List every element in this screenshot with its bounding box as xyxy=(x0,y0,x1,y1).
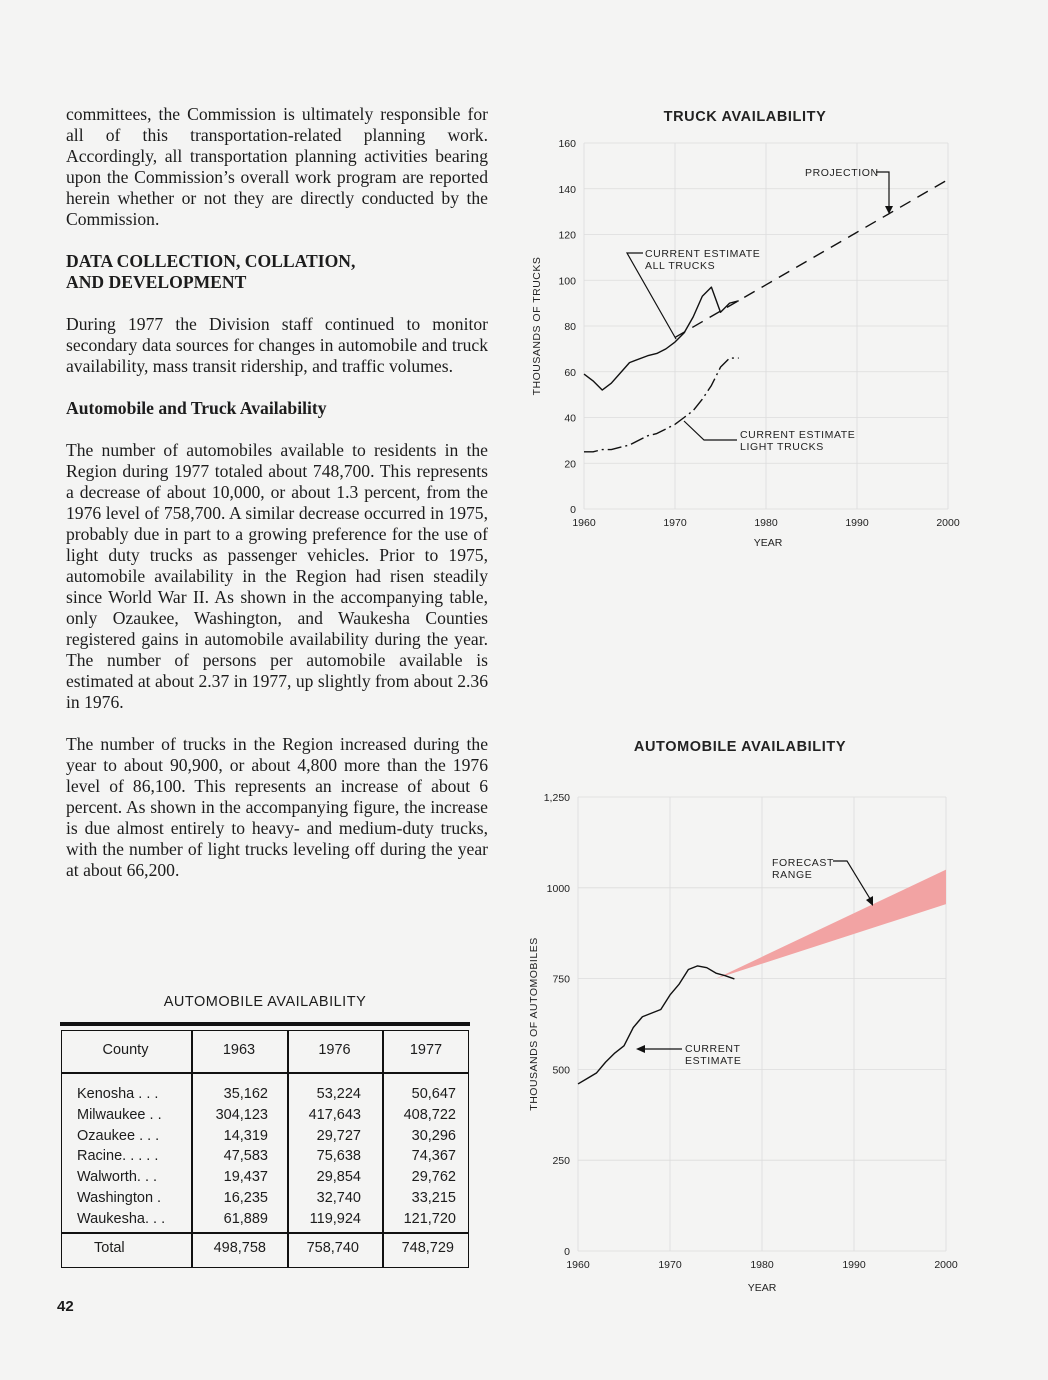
subsection-heading: Automobile and Truck Availability xyxy=(66,398,327,418)
values-1976: 53,224 417,643 29,727 75,638 29,854 32,740 119,924 xyxy=(308,1086,361,1227)
current-estimate-annotation-line1: CURRENT xyxy=(685,1043,741,1055)
truck-y-tick-label: 140 xyxy=(558,183,576,196)
automobile-availability-chart xyxy=(528,739,958,1294)
all-trucks-annotation-line1: CURRENT ESTIMATE xyxy=(645,248,761,260)
total-1977: 748,729 xyxy=(401,1240,454,1256)
header-1963: 1963 xyxy=(222,1042,256,1058)
values-1963: 35,162 304,123 14,319 47,583 19,437 16,235 61,889 xyxy=(215,1086,268,1227)
auto-x-axis-label: YEAR xyxy=(747,1282,777,1294)
truck-tick-labels xyxy=(558,138,959,529)
current-estimate-annotation-line2: ESTIMATE xyxy=(685,1055,742,1067)
truck-y-axis-label: THOUSANDS OF TRUCKS xyxy=(531,256,543,396)
truck-x-axis-label: YEAR xyxy=(753,537,783,549)
light-trucks-leader xyxy=(684,421,737,440)
auto-y-tick-label: 250 xyxy=(552,1155,570,1168)
header-county: County xyxy=(102,1042,149,1058)
truck-y-tick-label: 100 xyxy=(558,275,576,288)
auto-x-tick-label: 1980 xyxy=(750,1259,774,1271)
paragraph-automobiles: The number of automobiles available to residents in the Region during 1977 totaled about 748,700. This represents a decrease of about 10,000, or about 1.3 percent, from the 1976 level of 758,700. A similar decrease occurred in 1975, probably due in part to a growing preference for the use of light duty trucks as passenger vehicles. Prior to 1975, automobile availability in the Region had risen steadily since World War II. As shown in the accompanying table, only Ozaukee, Washington, and Waukesha Counties registered gains in automobile availability during the year. The number of persons per automobile available is estimated at about 2.37 in 1977, up slightly from about 2.36 in 1976. xyxy=(66,440,488,712)
forecast-annotation-line2: RANGE xyxy=(772,869,813,881)
truck-chart-title: TRUCK AVAILABILITY xyxy=(663,109,827,125)
light-trucks-annotation-line1: CURRENT ESTIMATE xyxy=(740,429,856,441)
auto-x-tick-label: 1990 xyxy=(842,1259,866,1271)
forecast-leader xyxy=(833,861,872,902)
truck-y-tick-label: 120 xyxy=(558,229,576,242)
auto-y-tick-label: 750 xyxy=(552,973,570,986)
truck-y-tick-label: 0 xyxy=(570,504,576,516)
truck-x-tick-label: 1990 xyxy=(845,517,869,529)
truck-series-current-estimate-all-trucks xyxy=(584,287,739,390)
auto-y-tick-label: 500 xyxy=(552,1064,570,1077)
all-trucks-annotation-line2: ALL TRUCKS xyxy=(645,260,716,272)
header-1977: 1977 xyxy=(409,1042,443,1058)
auto-tick-labels xyxy=(544,792,958,1271)
total-1963: 498,758 xyxy=(213,1240,266,1256)
truck-y-tick-label: 20 xyxy=(564,458,576,471)
truck-x-tick-label: 1980 xyxy=(754,517,778,529)
page-number: 42 xyxy=(57,1298,74,1315)
paragraph-intro: committees, the Commission is ultimately responsible for all of this transportation-related planning work. Accordingly, all transportation planning activities bearing upon the Commission’s overall work program are reported herein whether or not they are directly conducted by the Commission. xyxy=(66,104,488,229)
section-heading-line2: AND DEVELOPMENT xyxy=(66,272,247,292)
section-heading-line1: DATA COLLECTION, COLLATION, xyxy=(66,251,356,271)
header-1976: 1976 xyxy=(318,1042,351,1058)
auto-forecast-range xyxy=(716,870,946,979)
truck-y-tick-label: 160 xyxy=(558,138,576,150)
truck-x-tick-label: 1970 xyxy=(663,517,687,529)
truck-x-tick-label: 1960 xyxy=(572,517,596,529)
truck-y-tick-label: 60 xyxy=(564,366,576,379)
auto-y-tick-label: 0 xyxy=(564,1246,570,1258)
paragraph-trucks: The number of trucks in the Region increased during the year to about 90,900, or about 4,800 more than the 1976 level of 86,100. This represents an increase of about 6 percent. As shown in the accompanying figure, the increase is due almost entirely to heavy- and medium-duty trucks, with the number of light trucks leveling off during the year at about 66,200. xyxy=(66,734,488,880)
forecast-annotation-line1: FORECAST xyxy=(772,857,834,869)
auto-chart-title: AUTOMOBILE AVAILABILITY xyxy=(633,739,847,755)
light-trucks-annotation-line2: LIGHT TRUCKS xyxy=(740,441,824,453)
auto-y-tick-label: 1000 xyxy=(546,882,570,895)
total-label: Total xyxy=(94,1240,125,1256)
truck-availability-chart xyxy=(531,109,960,549)
total-1976: 758,740 xyxy=(306,1240,359,1256)
auto-x-tick-label: 1970 xyxy=(658,1259,682,1271)
truck-grid xyxy=(584,143,948,509)
paragraph-division: During 1977 the Division staff continued to monitor secondary data sources for changes in automobile and truck availability, mass transit ridership, and traffic volumes. xyxy=(66,314,488,376)
auto-x-tick-label: 1960 xyxy=(566,1259,590,1271)
auto-y-axis-label: THOUSANDS OF AUTOMOBILES xyxy=(528,937,540,1111)
table-title: AUTOMOBILE AVAILABILITY xyxy=(163,994,367,1010)
truck-x-tick-label: 2000 xyxy=(936,517,960,529)
truck-y-tick-label: 80 xyxy=(564,321,576,333)
projection-annotation: PROJECTION xyxy=(805,167,879,179)
auto-y-tick-label: 1,250 xyxy=(543,792,570,804)
county-column: Kenosha . . . Milwaukee . . Ozaukee . . . Racine. . . . . Walworth. . . Washington . Waukesha. . . xyxy=(77,1086,166,1227)
auto-x-tick-label: 2000 xyxy=(934,1259,958,1271)
current-estimate-arrowhead xyxy=(636,1045,645,1053)
values-1977: 50,647 408,722 30,296 74,367 29,762 33,215 121,720 xyxy=(403,1086,456,1227)
auto-grid xyxy=(578,797,946,1251)
truck-y-tick-label: 40 xyxy=(564,412,576,425)
